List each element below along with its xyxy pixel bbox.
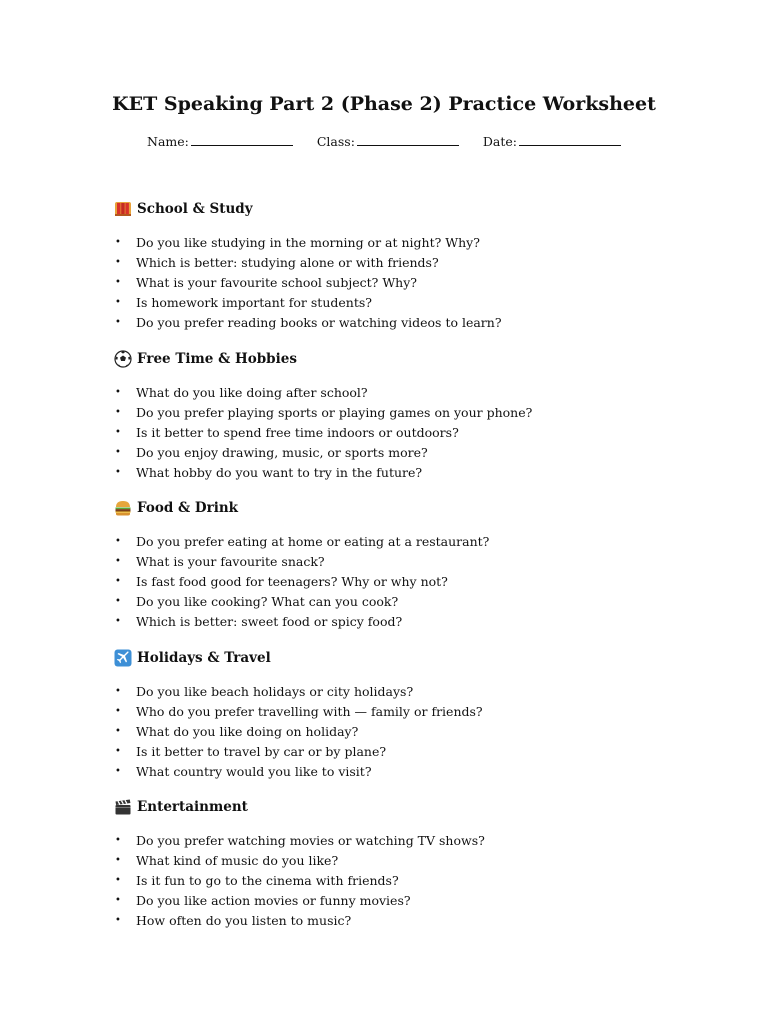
list-item [114,233,734,253]
list-item [114,403,734,423]
question-list [114,682,734,781]
question-text: Do you like beach holidays or city holidays? [136,684,414,699]
question-text: What is your favourite snack? [136,553,325,569]
bullet: • [115,686,121,697]
list-item [114,722,734,742]
bullet: • [115,316,121,328]
question-text: Which is better: studying alone or with friends? [136,254,439,270]
section-heading [114,797,734,817]
section-heading [114,349,734,369]
question-text: Do you prefer watching movies or watching TV shows? [136,833,485,848]
section-holidays-travel [114,648,734,781]
list-item [114,871,734,891]
list-item [114,532,734,552]
question-text: Do you prefer eating at home or eating at a restaurant? [136,534,490,549]
list-item [114,443,734,463]
bullet: • [115,387,121,398]
list-item [114,831,734,851]
bullet: • [115,745,121,757]
list-item [114,383,734,403]
bullet: • [115,296,121,308]
question-list [114,233,734,332]
student-info-row [0,134,768,149]
bullet: • [115,256,121,268]
list-item [114,463,734,483]
bullet: • [115,466,121,478]
section-food-drink [114,498,734,631]
page-title: KET Speaking Part 2 (Phase 2) Practice Worksheet [112,93,656,115]
date-field[interactable] [483,134,621,149]
bullet: • [115,276,121,288]
bullet: • [115,765,121,777]
question-text: Do you prefer playing sports or playing games on your phone? [136,404,533,420]
date-label: Date: [482,134,517,149]
question-list [114,532,734,631]
list-item [114,313,734,333]
bullet: • [115,426,121,438]
burger-icon [114,499,132,517]
section-heading-text: Holidays & Travel [137,650,271,666]
list-item [114,572,734,592]
bullet: • [115,705,121,717]
question-text: Who do you prefer travelling with — family or friends? [136,703,483,719]
question-text: Is it better to spend free time indoors or outdoors? [136,424,459,440]
question-text: Is fast food good for teenagers? Why or why not? [136,573,448,589]
question-text: What kind of music do you like? [136,852,339,868]
question-text: What do you like doing on holiday? [136,723,359,739]
section-heading [114,648,734,668]
question-text: Do you like cooking? What can you cook? [136,593,399,609]
list-item [114,911,734,931]
list-item [114,682,734,702]
bullet: • [115,874,121,886]
question-text: Is it better to travel by car or by plane? [136,743,387,759]
list-item [114,293,734,313]
bullet: • [115,914,121,926]
question-text: Which is better: sweet food or spicy food? [136,613,403,629]
bullet: • [115,536,121,547]
question-list [114,383,734,482]
section-free-time-hobbies [114,349,734,482]
bullet: • [115,595,121,607]
bullet: • [115,725,121,737]
list-item [114,273,734,293]
class-field[interactable] [317,134,459,149]
class-label: Class: [316,134,355,149]
bullet: • [115,237,121,248]
question-text: Is it fun to go to the cinema with friends? [136,872,399,888]
bullet: • [115,406,121,418]
section-heading [114,199,734,219]
name-blank-line[interactable] [191,144,293,146]
clapperboard-icon [114,798,132,816]
bullet: • [115,446,121,458]
list-item [114,612,734,632]
section-entertainment [114,797,734,930]
date-blank-line[interactable] [519,144,621,146]
list-item [114,851,734,871]
list-item [114,762,734,782]
section-heading-text: Free Time & Hobbies [137,351,297,367]
books-icon [114,200,132,218]
list-item [114,891,734,911]
name-field[interactable] [147,134,293,149]
name-label: Name: [147,134,189,149]
bullet: • [115,835,121,846]
airplane-icon [114,649,132,667]
section-heading-text: School & Study [137,201,253,217]
question-text: Do you like studying in the morning or at night? Why? [136,235,480,250]
list-item [114,742,734,762]
bullet: • [115,575,121,587]
list-item [114,702,734,722]
list-item [114,552,734,572]
question-text: Do you prefer reading books or watching videos to learn? [136,314,502,330]
question-text: Do you like action movies or funny movies? [136,892,411,908]
list-item [114,423,734,443]
question-list [114,831,734,930]
soccer-ball-icon [114,350,132,368]
bullet: • [115,615,121,627]
class-blank-line[interactable] [357,144,459,146]
section-heading [114,498,734,518]
list-item [114,592,734,612]
question-text: What do you like doing after school? [136,385,368,400]
section-school-study [114,199,734,332]
bullet: • [115,854,121,866]
question-text: What country would you like to visit? [136,763,372,779]
question-text: How often do you listen to music? [136,912,352,928]
section-heading-text: Food & Drink [137,500,238,516]
list-item [114,253,734,273]
question-text: What is your favourite school subject? Why? [136,274,417,290]
bullet: • [115,555,121,567]
section-heading-text: Entertainment [137,799,248,815]
question-text: What hobby do you want to try in the future? [136,464,423,480]
question-text: Do you enjoy drawing, music, or sports more? [136,444,428,460]
bullet: • [115,894,121,906]
question-text: Is homework important for students? [136,294,372,310]
